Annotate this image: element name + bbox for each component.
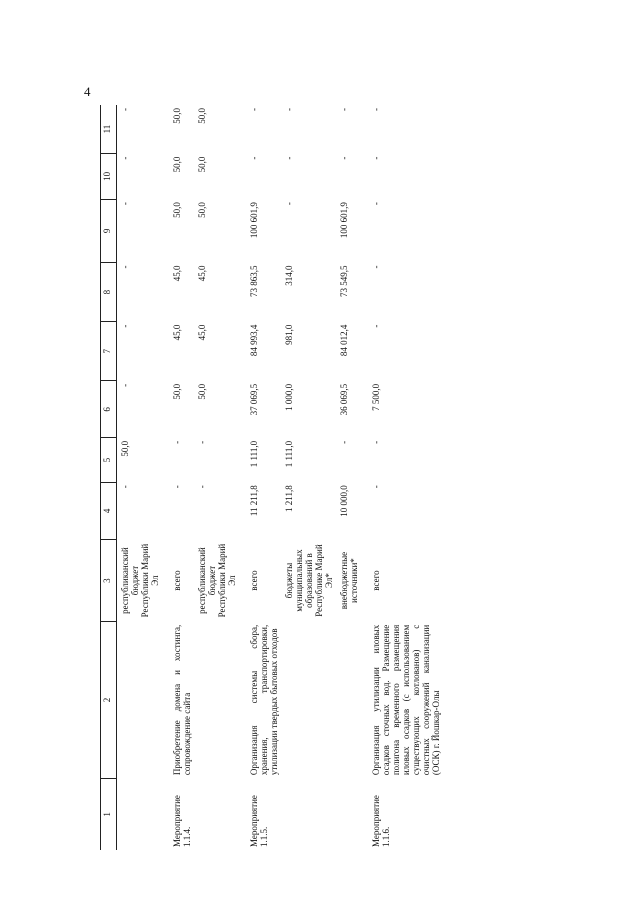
table-row: [117, 105, 163, 850]
value-cell: -: [371, 324, 381, 328]
value-cell: -: [249, 108, 259, 111]
measure-cell: Мероприятие 1.1.5.: [249, 795, 269, 847]
measure-cell: [281, 778, 336, 850]
value-cell: 84 993,4: [249, 324, 259, 357]
value-cell: -: [120, 485, 130, 489]
value-cell: 84 012,4: [339, 324, 349, 357]
value-cell: 11 211,8: [249, 485, 259, 517]
value-cell: 50,0: [172, 156, 182, 173]
value-cell: 1 111,0: [284, 440, 294, 468]
value-cell: 50,0: [172, 202, 182, 218]
measure-cell: [194, 778, 239, 850]
table-row: [281, 105, 336, 850]
header-cell: 3: [101, 539, 117, 621]
table-row: [162, 105, 194, 850]
value-cell: 73 549,5: [339, 265, 349, 297]
value-cell: -: [120, 265, 130, 269]
page-number: 4: [84, 84, 91, 99]
value-cell: -: [371, 108, 381, 111]
description-cell: [281, 622, 336, 778]
header-cell: 11: [101, 105, 117, 154]
value-cell: -: [284, 108, 294, 111]
source-cell: всего: [249, 570, 259, 591]
value-cell: -: [339, 156, 349, 160]
value-cell: -: [284, 156, 294, 160]
description-cell: Организация утилизации иловых осадков сточных вод. Размещение полигона временного размещения иловых осадков (с использованием существующих котлованов) с очистных сооружений канализации (ОСК) г. Йошкар-Олы: [371, 624, 441, 776]
value-cell: 7 500,0: [371, 383, 381, 411]
value-cell: 1 211,8: [284, 485, 294, 512]
value-cell: 100 601,9: [249, 202, 259, 239]
header-cell: 9: [101, 199, 117, 262]
header-cell: 8: [101, 263, 117, 322]
value-cell: 50,0: [197, 383, 207, 400]
value-cell: -: [120, 324, 130, 328]
value-cell: 314,0: [284, 265, 294, 286]
rotated-table-area: [100, 105, 550, 850]
source-cell: всего: [371, 570, 381, 591]
value-cell: 73 863,5: [249, 265, 259, 297]
value-cell: 45,0: [197, 265, 207, 282]
value-cell: -: [371, 265, 381, 269]
description-cell: Приобретение домена и хостинга, сопровождение сайта: [172, 624, 192, 776]
value-cell: 36 069,5: [339, 383, 349, 416]
value-cell: -: [172, 485, 182, 489]
value-cell: 50,0: [197, 156, 207, 173]
source-cell: всего: [172, 570, 182, 591]
measure-cell: Мероприятие 1.1.4.: [172, 795, 192, 847]
value-cell: 1 000,0: [284, 383, 294, 411]
value-cell: -: [120, 156, 130, 160]
source-cell: республиканский бюджет Республики Марий Эл: [120, 543, 160, 618]
value-cell: -: [197, 440, 207, 444]
value-cell: 45,0: [172, 265, 182, 282]
description-cell: Организация системы сбора, хранения, транспортировки, утилизации твердых бытовых отходов: [249, 624, 279, 776]
value-cell: -: [120, 108, 130, 111]
value-cell: 37 069,5: [249, 383, 259, 416]
value-cell: 1 111,0: [249, 440, 259, 468]
value-cell: 50,0: [197, 202, 207, 218]
value-cell: 10 000,0: [339, 485, 349, 517]
value-cell: -: [120, 202, 130, 206]
value-cell: 50,0: [172, 383, 182, 400]
header-cell: 4: [101, 482, 117, 539]
value-cell: -: [371, 485, 381, 489]
source-cell: внебюджетные источники*: [339, 551, 359, 610]
value-cell: -: [371, 202, 381, 206]
table-row: [361, 105, 443, 850]
header-cell: 6: [101, 381, 117, 438]
value-cell: -: [120, 383, 130, 387]
table-row: [194, 105, 239, 850]
table-row: [239, 105, 281, 850]
value-cell: -: [284, 202, 294, 206]
value-cell: 50,0: [197, 108, 207, 124]
value-cell: 50,0: [120, 440, 130, 457]
value-cell: -: [249, 156, 259, 160]
description-cell: [117, 622, 163, 778]
value-cell: 100 601,9: [339, 202, 349, 239]
value-cell: -: [339, 440, 349, 444]
description-cell: [336, 622, 361, 778]
measure-cell: Мероприятие 1.1.6.: [371, 795, 391, 847]
header-cell: 10: [101, 154, 117, 199]
measure-cell: [336, 778, 361, 850]
value-cell: -: [371, 156, 381, 160]
value-cell: 981,0: [284, 324, 294, 345]
value-cell: -: [172, 440, 182, 444]
header-cell: 7: [101, 322, 117, 381]
value-cell: -: [339, 108, 349, 111]
measure-cell: [117, 778, 163, 850]
value-cell: -: [371, 440, 381, 444]
budget-table: [100, 105, 443, 850]
header-cell: 1: [101, 778, 117, 850]
description-cell: [194, 622, 239, 778]
value-cell: -: [197, 485, 207, 489]
table-row: [336, 105, 361, 850]
header-cell: 5: [101, 438, 117, 482]
header-cell: 2: [101, 622, 117, 778]
value-cell: 45,0: [172, 324, 182, 341]
source-cell: бюджеты муниципальных образований в Республике Марий Эл*: [284, 544, 334, 617]
source-cell: республиканский бюджет Республики Марий Эл: [197, 543, 237, 618]
value-cell: 45,0: [197, 324, 207, 341]
header-row: [101, 105, 117, 850]
value-cell: 50,0: [172, 108, 182, 124]
